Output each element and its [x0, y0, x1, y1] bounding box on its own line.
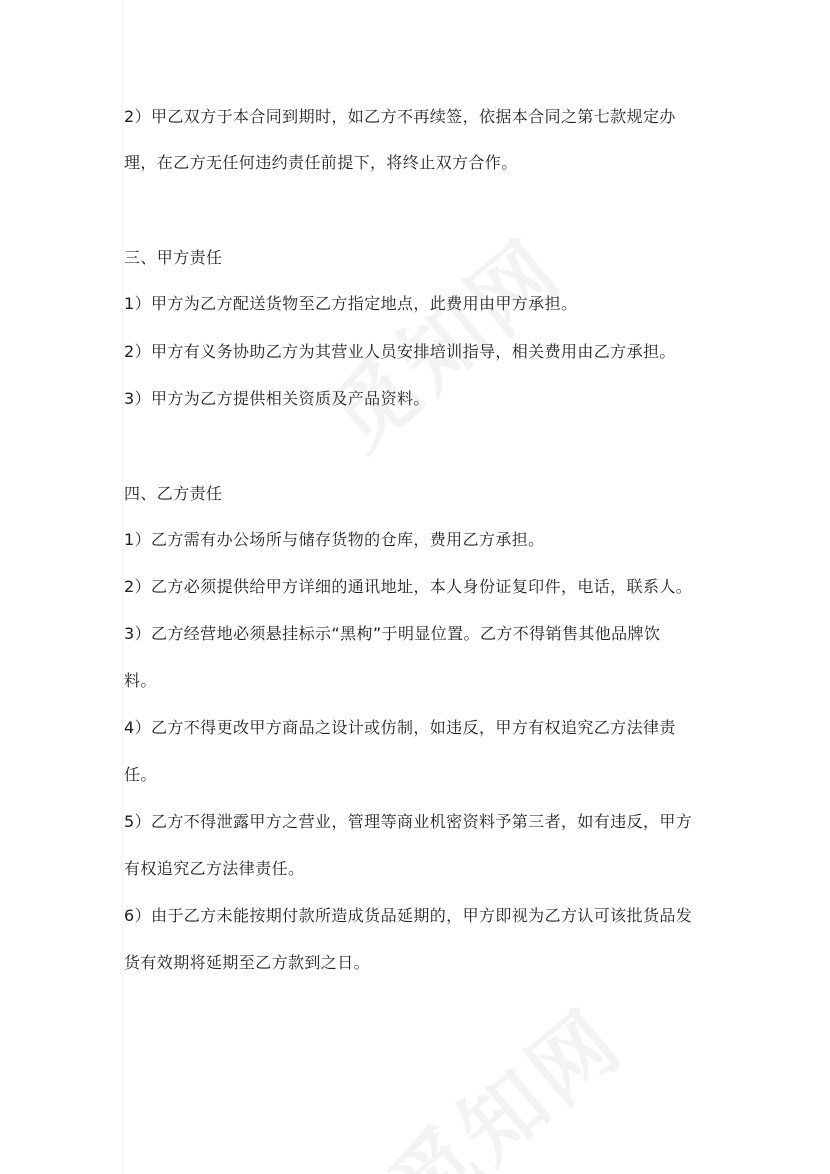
paragraph-line: 4）乙方不得更改甲方商品之设计或仿制，如违反，甲方有权追究乙方法律责: [124, 718, 676, 737]
watermark: [300, 206, 585, 472]
section-heading-party-a: 三、甲方责任: [124, 248, 223, 267]
paragraph-line: 1）甲方为乙方配送货物至乙方指定地点，此费用由甲方承担。: [124, 294, 578, 313]
paragraph-line: 2）甲乙双方于本合同到期时，如乙方不再续签，依据本合同之第七款规定办: [124, 107, 676, 126]
paragraph-line: 3）甲方为乙方提供相关资质及产品资料。: [124, 389, 430, 408]
paragraph-line: 任。: [124, 765, 157, 784]
paragraph-line: 有权追究乙方法律责任。: [124, 859, 305, 878]
page-edge-divider: [122, 0, 123, 1174]
paragraph-line: 5）乙方不得泄露甲方之营业，管理等商业机密资料予第三者，如有违反，甲方: [124, 812, 693, 831]
paragraph-line: 货有效期将延期至乙方款到之日。: [124, 953, 371, 972]
paragraph-line: 理，在乙方无任何违约责任前提下，将终止双方合作。: [124, 153, 518, 172]
paragraph-line: 6）由于乙方未能按期付款所造成货品延期的，甲方即视为乙方认可该批货品发: [124, 906, 693, 925]
section-heading-party-b: 四、乙方责任: [124, 484, 223, 503]
paragraph-line: 料。: [124, 671, 157, 690]
watermark-lower: [360, 976, 645, 1174]
paragraph-line: 1）乙方需有办公场所与储存货物的仓库，费用乙方承担。: [124, 530, 545, 549]
paragraph-line: 3）乙方经营地必须悬挂标示“黑枸”于明显位置。乙方不得销售其他品牌饮: [124, 624, 661, 643]
paragraph-line: 2）乙方必须提供给甲方详细的通讯地址，本人身份证复印件，电话，联系人。: [124, 577, 693, 596]
paragraph-line: 2）甲方有义务协助乙方为其营业人员安排培训指导，相关费用由乙方承担。: [124, 342, 676, 361]
